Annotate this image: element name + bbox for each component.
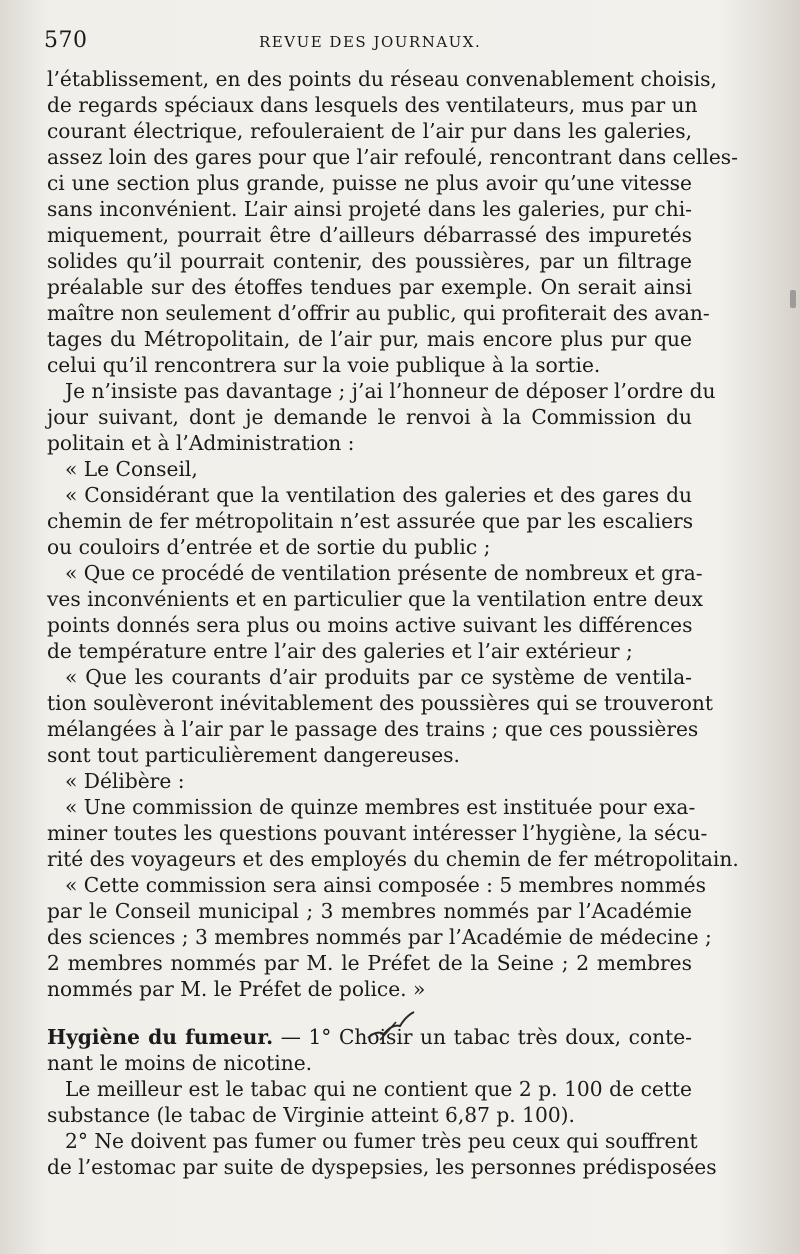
text-line: courant électrique, refouleraient de l’air pur dans les galeries, — [47, 119, 692, 143]
text-line: tages du Métropolitain, de l’air pur, mais encore plus pur que — [47, 327, 692, 351]
text-line: de regards spéciaux dans lesquels des ventilateurs, mus par un — [47, 93, 698, 117]
text-line: sans inconvénient. L’air ainsi projeté dans les galeries, pur chi- — [47, 197, 692, 221]
text-line: nommés par M. le Préfet de police. » — [47, 977, 426, 1001]
text-line: 2° Ne doivent pas fumer ou fumer très peu ceux qui souffrent — [65, 1129, 698, 1153]
paragraph — [47, 794, 739, 872]
ink-scribble-mark — [366, 1004, 416, 1044]
text-line: miquement, pourrait être d’ailleurs débarrassé des impuretés — [47, 223, 692, 247]
paragraph — [47, 456, 692, 482]
paragraph — [47, 768, 692, 794]
text-line: « Considérant que la ventilation des galeries et des gares du — [65, 483, 692, 507]
text-line: ou couloirs d’entrée et de sortie du public ; — [47, 535, 491, 559]
text-line: sont tout particulièrement dangereuses. — [47, 743, 460, 767]
text-line: assez loin des gares pour que l’air refoulé, rencontrant dans celles- — [47, 145, 738, 169]
text-line: des sciences ; 3 membres nommés par l’Académie de médecine ; — [47, 925, 712, 949]
paragraph — [47, 1076, 692, 1128]
text-line: miner toutes les questions pouvant intéresser l’hygiène, la sécu- — [47, 821, 708, 845]
text-line: « Le Conseil, — [65, 457, 198, 481]
paragraph — [47, 66, 738, 378]
page-header — [44, 28, 740, 58]
text-line: par le Conseil municipal ; 3 membres nommés par l’Académie — [47, 899, 692, 923]
text-line: « Cette commission sera ainsi composée : 5 membres nommés — [65, 873, 706, 897]
text-line: ci une section plus grande, puisse ne plus avoir qu’une vitesse — [47, 171, 692, 195]
paragraph — [47, 482, 692, 560]
scan-edge-mark — [790, 290, 796, 308]
text-line: tion soulèveront inévitablement des poussières qui se trouveront — [47, 691, 714, 715]
text-line: politain et à l’Administration : — [47, 431, 355, 455]
text-line: points donnés sera plus ou moins active suivant les différences — [47, 613, 693, 637]
text-line: substance (le tabac de Virginie atteint 6,87 p. 100). — [47, 1103, 575, 1127]
paragraph — [47, 664, 714, 768]
page-number: 570 — [44, 28, 88, 53]
text-line: « Délibère : — [65, 769, 185, 793]
text-line: nant le moins de nicotine. — [47, 1051, 313, 1075]
running-head: REVUE DES JOURNAUX. — [259, 33, 482, 51]
text-line: chemin de fer métropolitain n’est assurée que par les escaliers — [47, 509, 694, 533]
text-line: maître non seulement d’offrir au public, qui profiterait des avan- — [47, 301, 710, 325]
text-line: l’établissement, en des points du réseau convenablement choisis, — [47, 67, 717, 91]
section-heading-text: — 1° Choisir un tabac très doux, conte- — [273, 1025, 693, 1049]
text-line: 2 membres nommés par M. le Préfet de la Seine ; 2 membres — [47, 951, 692, 975]
text-line: « Que les courants d’air produits par ce système de ventila- — [65, 665, 692, 689]
text-line: ves inconvénients et en particulier que la ventilation entre deux — [47, 587, 704, 611]
text-line: « Que ce procédé de ventilation présente de nombreux et gra- — [65, 561, 703, 585]
paragraph — [47, 1128, 717, 1180]
paragraph — [47, 872, 712, 1002]
text-line: Je n’insiste pas davantage ; j’ai l’honneur de déposer l’ordre du — [65, 379, 716, 403]
text-line: mélangées à l’air par le passage des trains ; que ces poussières — [47, 717, 699, 741]
text-line: solides qu’il pourrait contenir, des poussières, par un filtrage — [47, 249, 692, 273]
text-line: de température entre l’air des galeries et l’air extérieur ; — [47, 639, 633, 663]
text-line: de l’estomac par suite de dyspepsies, les personnes prédisposées — [47, 1155, 717, 1179]
text-line: préalable sur des étoffes tendues par exemple. On serait ainsi — [47, 275, 692, 299]
paragraph — [47, 378, 716, 456]
text-line: « Une commission de quinze membres est instituée pour exa- — [65, 795, 696, 819]
text-line: rité des voyageurs et des employés du chemin de fer métropolitain. — [47, 847, 739, 871]
text-line: Le meilleur est le tabac qui ne contient que 2 p. 100 de cette — [65, 1077, 692, 1101]
paragraph — [47, 560, 704, 664]
text-line: jour suivant, dont je demande le renvoi à la Commission du — [47, 405, 692, 429]
text-line: celui qu’il rencontrera sur la voie publique à la sortie. — [47, 353, 601, 377]
section-heading: Hygiène du fumeur. — [47, 1025, 274, 1049]
